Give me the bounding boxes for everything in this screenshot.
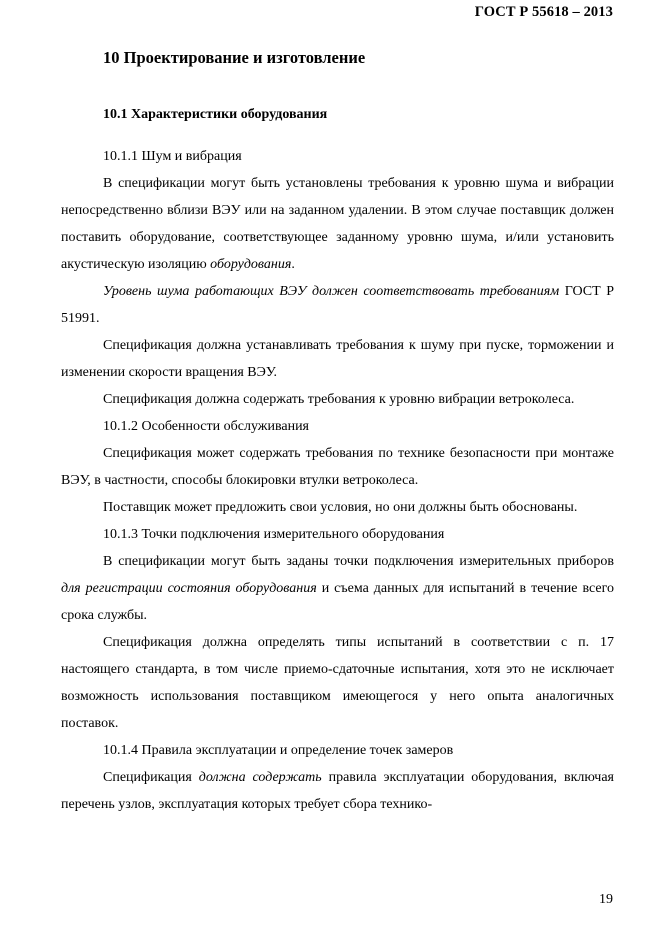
clause-10-1-4-heading: 10.1.4 Правила эксплуатации и определение точек замеров <box>103 743 454 758</box>
clause-10-1-3-heading: 10.1.3 Точки подключения измерительного оборудования <box>103 527 445 542</box>
body-text <box>0 143 661 818</box>
paragraph-noise-vibration <box>0 170 661 278</box>
italic-text: Уровень шума работающих ВЭУ должен соответствовать требованиям <box>103 284 560 299</box>
paragraph-text: В спецификации могут быть заданы точки подключения измерительных приборов <box>103 554 614 569</box>
clause-10-1-1-heading: 10.1.1 Шум и вибрация <box>103 149 242 164</box>
paragraph-vibration-rotor: Спецификация должна содержать требования к уровню вибрации ветроколеса. <box>103 392 575 407</box>
paragraph-text: правила эксплуатации оборудования, включая перечень узлов, эксплуатация которых требует сбора технико- <box>61 770 614 812</box>
section-title: 10 Проектирование и изготовление <box>103 48 366 67</box>
paragraph-test-types: Спецификация должна определять типы испытаний в соответствии с п. 17 настоящего стандарта, в том числе приемо-сдаточные испытания, хотя это не исключает возможность использования поставщиком имеющегося у него опыта аналогичных поставок. <box>61 635 614 731</box>
clause-10-1-2-heading: 10.1.2 Особенности обслуживания <box>103 419 310 434</box>
italic-text: должна содержать <box>198 770 322 785</box>
paragraph-noise-start: Спецификация должна устанавливать требования к шуму при пуске, торможении и изменении скорости вращения ВЭУ. <box>61 338 614 380</box>
paragraph-supplier-conditions: Поставщик может предложить свои условия, но они должны быть обоснованы. <box>103 500 578 515</box>
standard-reference: ГОСТ Р 51991. <box>61 284 615 326</box>
paragraph-text: и съема данных для испытаний в течение всего срока службы. <box>61 581 614 623</box>
paragraph-text: . <box>291 257 295 272</box>
paragraph-safety: Спецификация может содержать требования по технике безопасности при монтаже ВЭУ, в частности, способы блокировки втулки ветроколеса. <box>61 446 614 488</box>
paragraph-operation-rules <box>0 764 661 818</box>
paragraph-text: В спецификации могут быть установлены требования к уровню шума и вибрации непосредственно вблизи ВЭУ или на заданном удалении. В этом случае поставщик должен поставить оборудование, соответствующее заданному уровню шума, и/или установить акустическую изоляцию <box>61 176 614 272</box>
subsection-title: 10.1 Характеристики оборудования <box>103 107 328 122</box>
paragraph-measurement-points <box>0 548 661 629</box>
paragraph-noise-level <box>0 278 661 332</box>
italic-text: оборудования <box>210 257 292 272</box>
page-number: 19 <box>599 892 613 907</box>
document-header: ГОСТ Р 55618 – 2013 <box>474 4 613 20</box>
italic-text: для регистрации состояния оборудования <box>61 581 317 596</box>
paragraph-text: Спецификация <box>103 770 199 785</box>
